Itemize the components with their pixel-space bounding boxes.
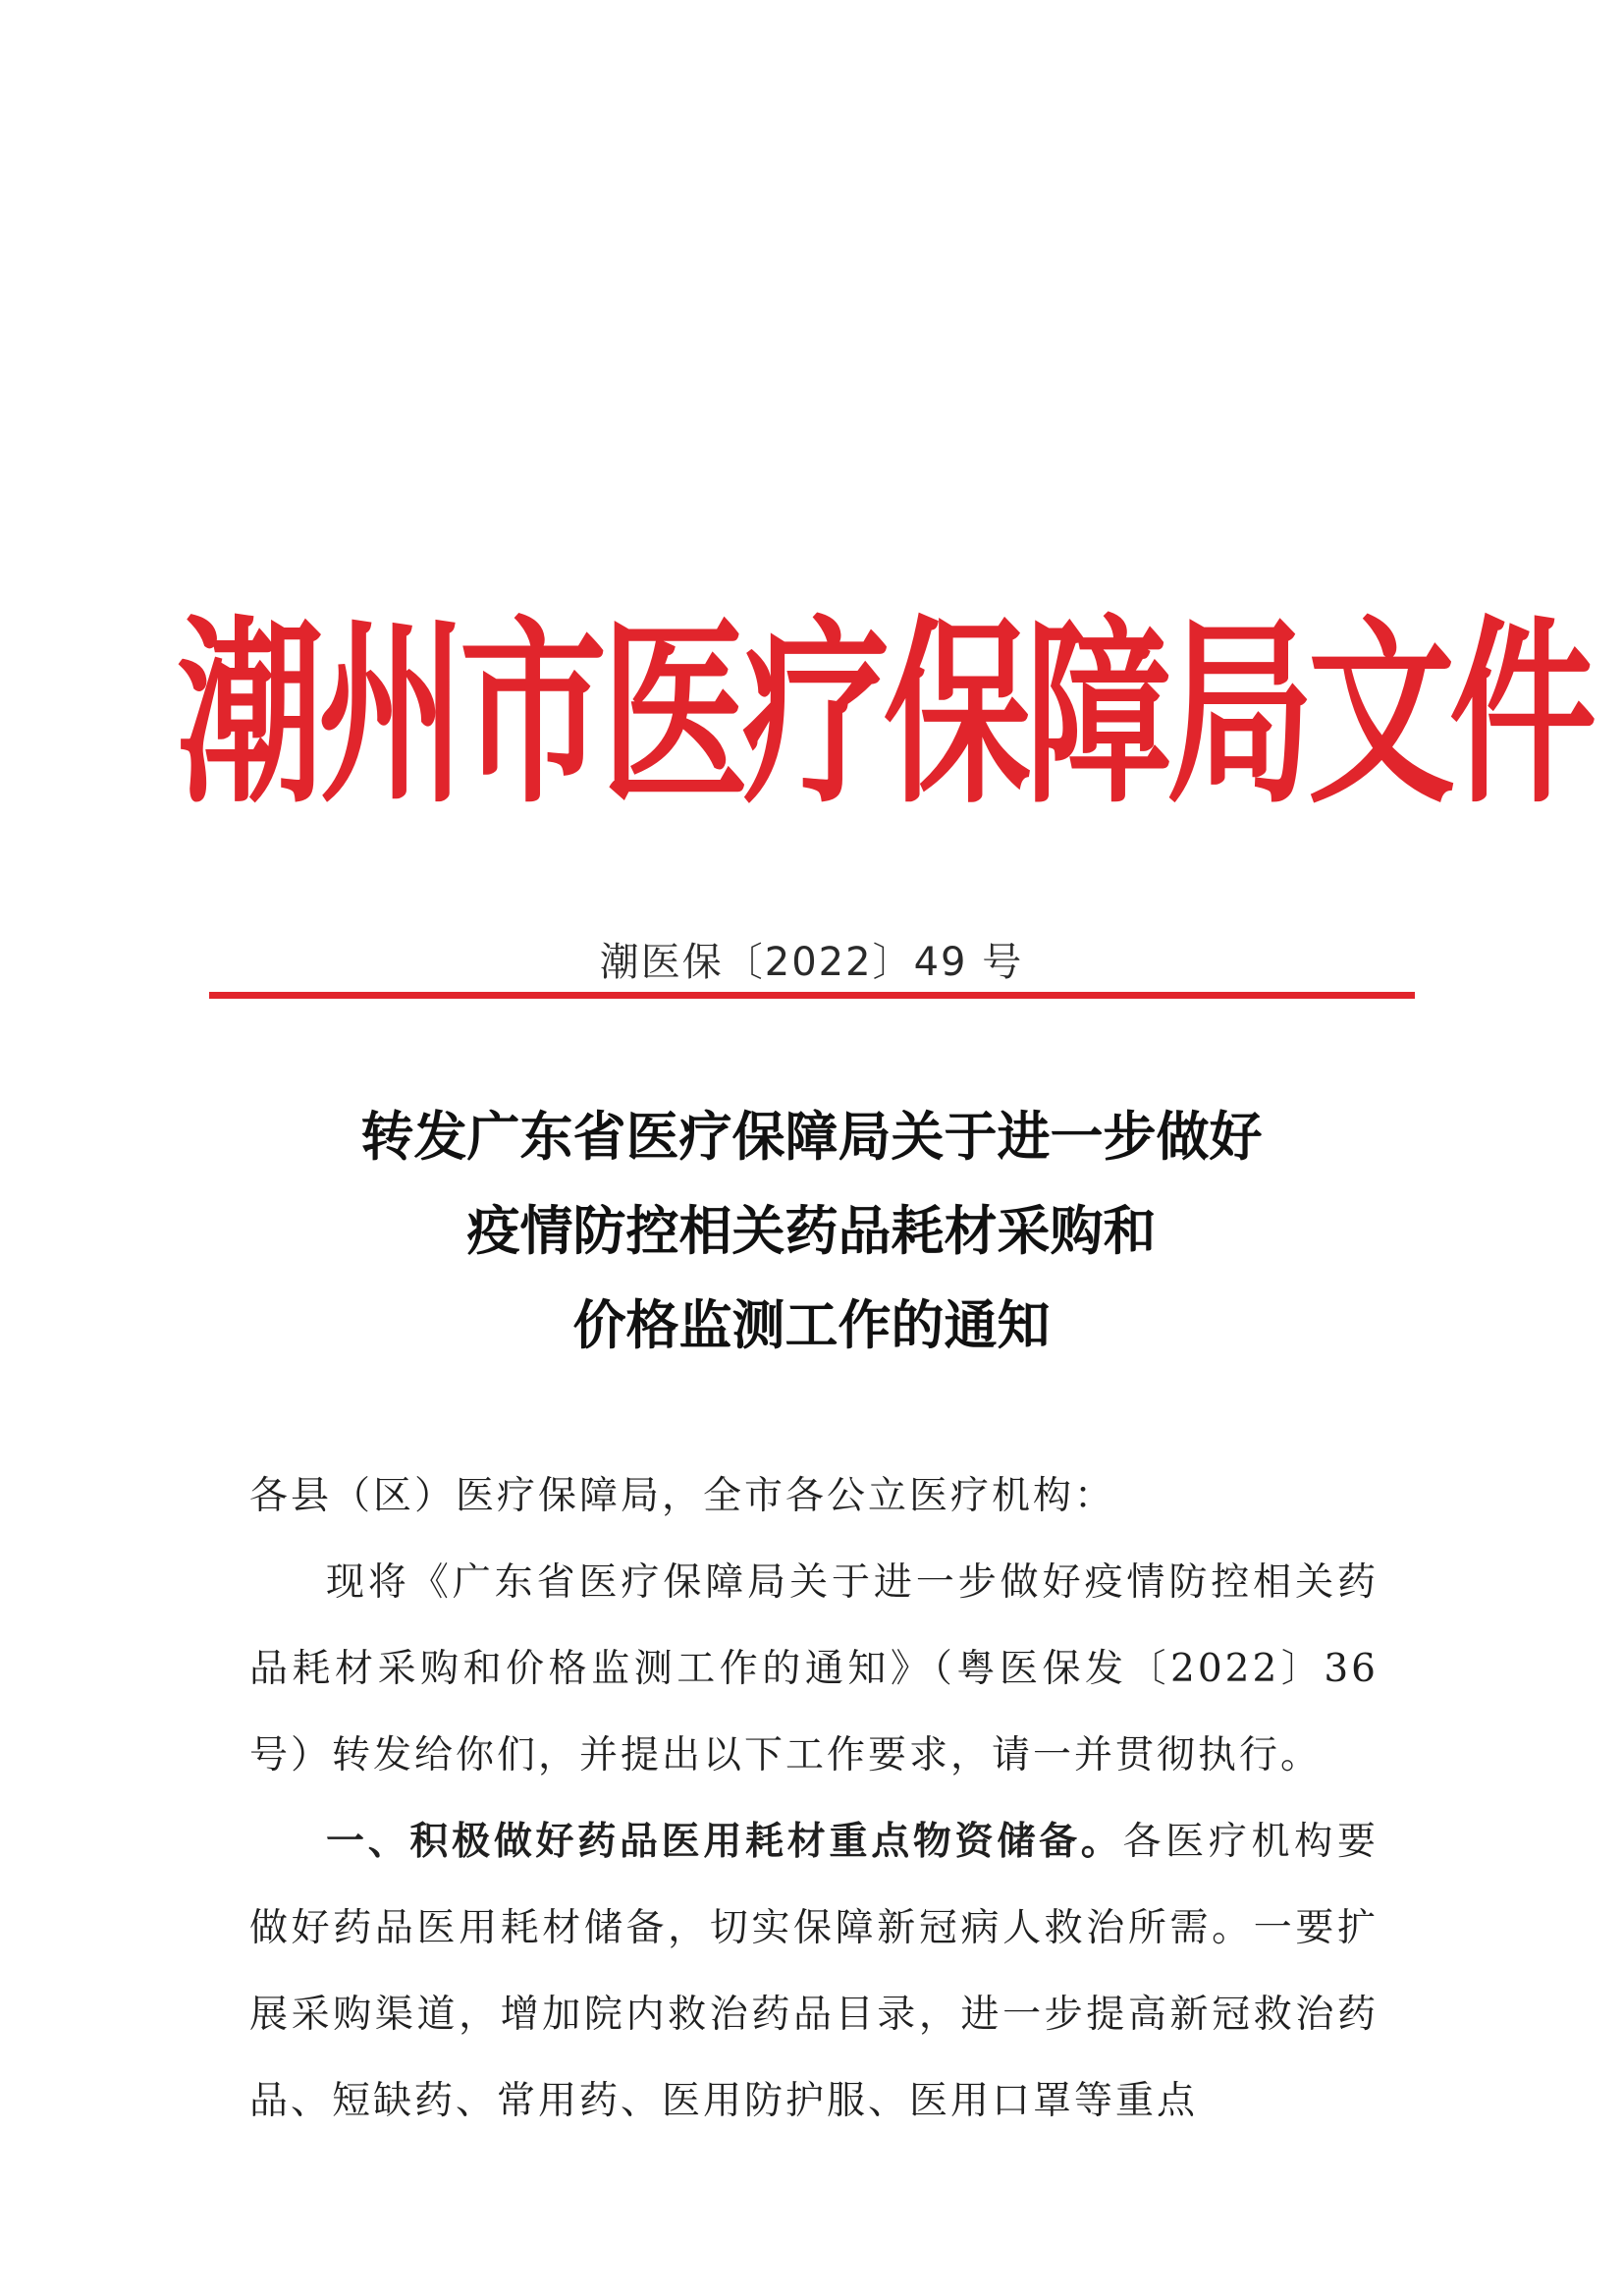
section-1-text: 各医疗机构要做好药品医用耗材储备，切实保障新冠病人救治所需。一要扩展采购渠道，增加院内救治药品目录，进一步提高新冠救治药品、短缺药、常用药、医用防护服、医用口罩等重点 [249,1820,1379,2123]
paragraph-section-1 [249,1799,1379,2145]
paragraph-intro: 现将《广东省医疗保障局关于进一步做好疫情防控相关药品耗材采购和价格监测工作的通知》（粤医保发〔2022〕36 号）转发给你们，并提出以下工作要求，请一并贯彻执行。 [249,1560,1379,1777]
masthead-title: 潮州市医疗保障局文件 [177,600,1592,831]
title-line-3: 价格监测工作的通知 [572,1294,1051,1356]
title-line-1: 转发广东省医疗保障局关于进一步做好 [360,1106,1263,1168]
document-body [249,1453,1379,2145]
red-divider-line [209,992,1415,999]
title-line-2: 疫情防控相关药品耗材采购和 [466,1200,1157,1262]
salutation: 各县（区）医疗保障局，全市各公立医疗机构： [249,1474,1116,1518]
document-title [0,1090,1623,1373]
section-1-heading: 一、积极做好药品医用耗材重点物资储备。 [326,1820,1123,1864]
document-number: 潮医保〔2022〕49 号 [599,940,1024,985]
